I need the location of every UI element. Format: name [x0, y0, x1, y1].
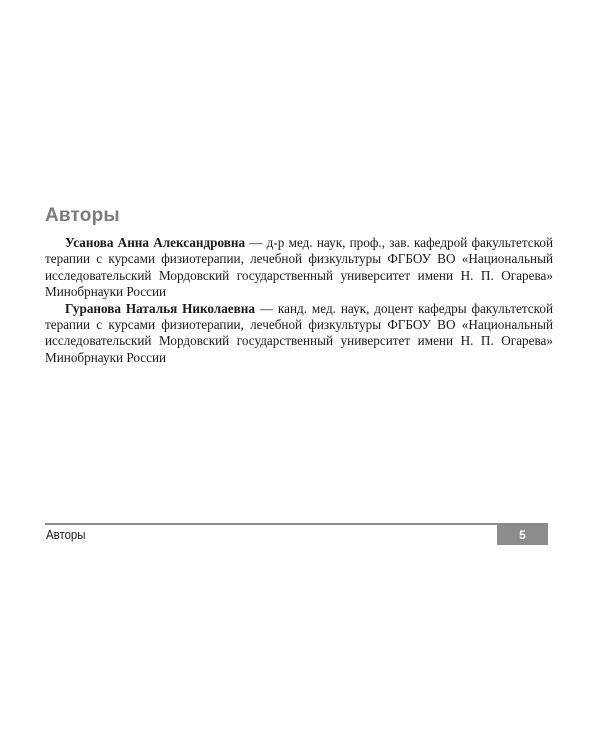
- footer-section-label: Авторы: [46, 527, 86, 542]
- author-name: Гуранова Наталья Николаевна: [65, 300, 255, 316]
- section-title: Авторы: [45, 205, 120, 226]
- authors-list: [45, 235, 553, 366]
- author-entry: [45, 301, 553, 367]
- footer-rule: [45, 523, 548, 525]
- author-entry: [45, 235, 553, 301]
- page-number: 5: [497, 525, 548, 545]
- author-description: — канд. мед. наук, доцент кафедры факультетской терапии с курсами физиотерапии, лечебной физкультуры ФГБОУ ВО «Национальный исследовательский Мордовский государственный университет имени Н. П. Огарева» Минобрнауки России: [45, 300, 554, 365]
- author-description: — д-р мед. наук, проф., зав. кафедрой факультетской терапии с курсами физиотерапии, лечебной физкультуры ФГБОУ ВО «Национальный исследовательский Мордовский государственный университет имени Н. П. Огарева» Минобрнауки России: [45, 235, 554, 300]
- author-name: Усанова Анна Александровна: [65, 235, 246, 250]
